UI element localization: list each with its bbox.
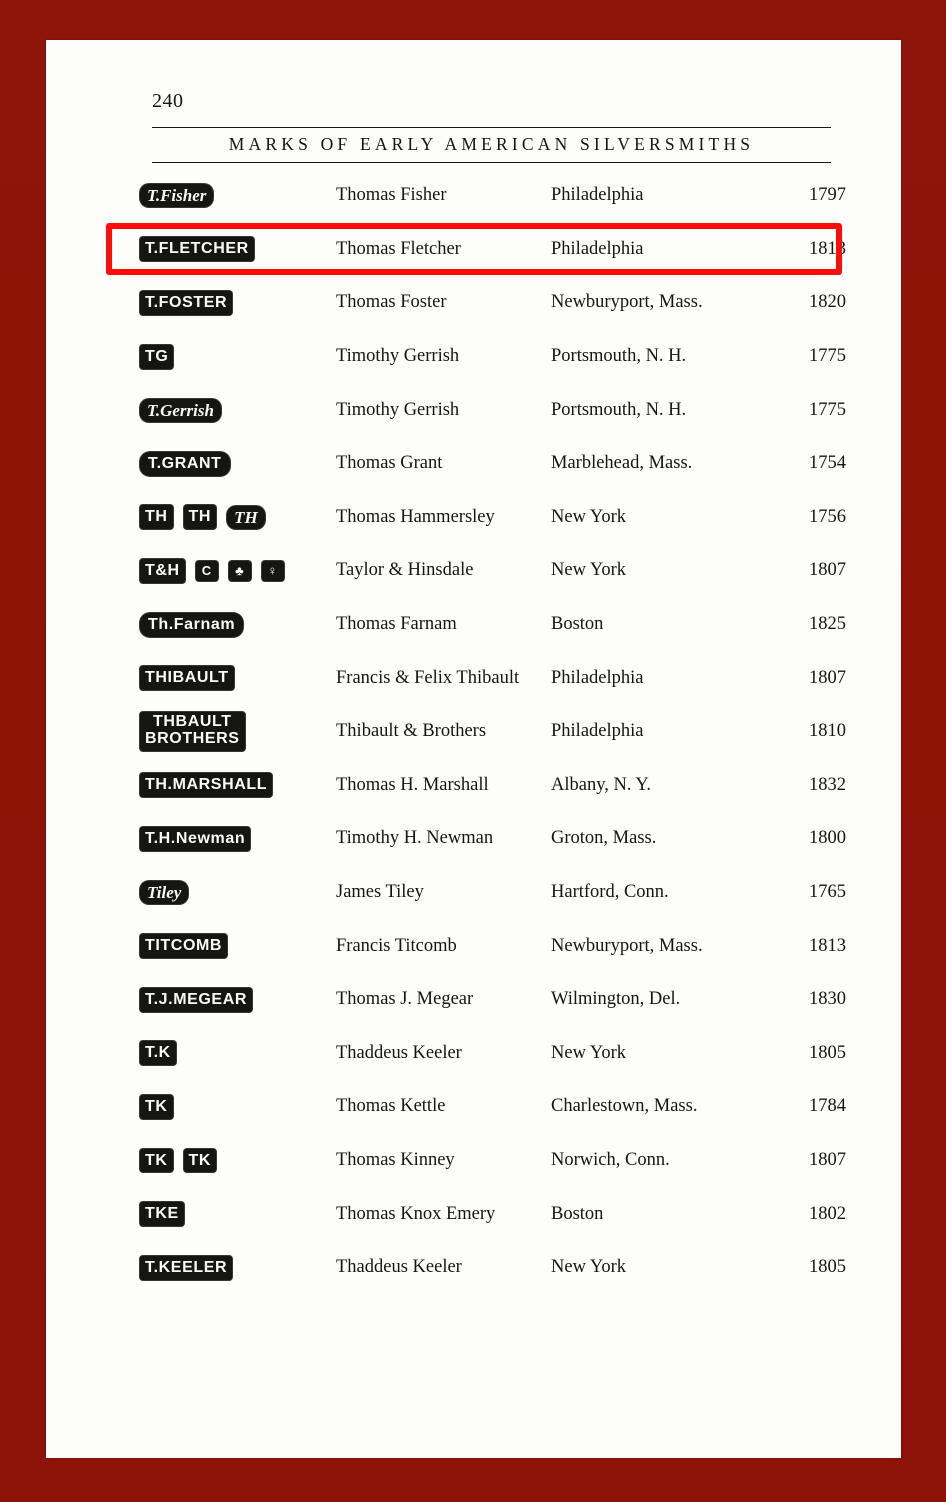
- mark-cell: [106, 345, 336, 369]
- maker-mark-stamp: Tiley: [140, 881, 188, 904]
- maker-name: Timothy Gerrish: [336, 346, 460, 367]
- book-page: [46, 40, 901, 1458]
- maker-place: Boston: [551, 614, 604, 635]
- maker-place: Charlestown, Mass.: [551, 1096, 698, 1117]
- maker-mark-stamp: THBAULT BROTHERS: [140, 712, 245, 751]
- maker-date: 1800: [809, 828, 846, 849]
- maker-place: Marblehead, Mass.: [551, 453, 693, 474]
- table-row: [106, 651, 846, 705]
- mark-cell: [106, 237, 336, 261]
- maker-name: Thomas Hammersley: [336, 506, 495, 527]
- mark-cell: [106, 712, 336, 751]
- maker-place: Philadelphia: [551, 721, 644, 742]
- maker-name: Thomas Kettle: [336, 1096, 446, 1117]
- maker-mark-stamp: THIBAULT: [140, 666, 234, 690]
- maker-date: 1830: [809, 989, 846, 1010]
- maker-name: Thibault & Brothers: [336, 721, 487, 742]
- maker-place: Philadelphia: [551, 238, 644, 259]
- maker-date: 1775: [809, 346, 846, 367]
- maker-mark-stamp: T&H: [140, 559, 185, 583]
- maker-name: Thomas H. Marshall: [336, 774, 489, 795]
- maker-mark-stamp: T.H.Newman: [140, 827, 250, 851]
- maker-name: Thomas Kinney: [336, 1149, 455, 1170]
- table-row: [106, 330, 846, 384]
- maker-place: Newburyport, Mass.: [551, 292, 703, 313]
- maker-date: 1813: [809, 935, 846, 956]
- maker-name: Thomas J. Megear: [336, 989, 474, 1010]
- maker-name: Francis & Felix Thibault: [336, 667, 520, 688]
- table-row: [106, 1187, 846, 1241]
- table-row: [106, 1241, 846, 1295]
- page-number: 240: [152, 90, 184, 112]
- mark-cell: [106, 613, 336, 637]
- table-row: [106, 919, 846, 973]
- mark-cell: [106, 666, 336, 690]
- page-content: [106, 90, 846, 1294]
- table-row: [106, 383, 846, 437]
- maker-place: New York: [551, 560, 627, 581]
- header-rule-bottom: [152, 162, 831, 163]
- table-row: [106, 276, 846, 330]
- maker-mark-stamp: Th.Farnam: [140, 613, 243, 637]
- mark-cell: [106, 827, 336, 851]
- maker-date: 1802: [809, 1203, 846, 1224]
- maker-name: Francis Titcomb: [336, 935, 457, 956]
- maker-name: Thomas Knox Emery: [336, 1203, 496, 1224]
- running-head: MARKS OF EARLY AMERICAN SILVERSMITHS: [228, 134, 755, 154]
- maker-date: 1832: [809, 774, 846, 795]
- table-row: [106, 223, 846, 277]
- table-row: [106, 169, 846, 223]
- maker-date: 1807: [809, 667, 846, 688]
- maker-place: Norwich, Conn.: [551, 1149, 670, 1170]
- maker-mark-stamp: T.Gerrish: [140, 399, 221, 422]
- table-row: [106, 812, 846, 866]
- maker-name: Thomas Farnam: [336, 614, 457, 635]
- mark-cell: [106, 1095, 336, 1119]
- maker-mark-stamp: TK: [140, 1149, 173, 1173]
- maker-place: Boston: [551, 1203, 604, 1224]
- maker-name: James Tiley: [336, 882, 424, 903]
- maker-mark-stamp: TH: [140, 505, 173, 529]
- table-row: [106, 973, 846, 1027]
- maker-name: Thomas Fisher: [336, 185, 447, 206]
- maker-name: Thomas Grant: [336, 453, 443, 474]
- maker-mark-stamp: T.J.MEGEAR: [140, 988, 252, 1012]
- maker-name: Thaddeus Keeler: [336, 1042, 462, 1063]
- maker-place: Portsmouth, N. H.: [551, 346, 687, 367]
- mark-cell: [106, 452, 336, 476]
- table-row: [106, 866, 846, 920]
- maker-mark-stamp: ♣: [229, 561, 251, 582]
- mark-cell: [106, 773, 336, 797]
- maker-mark-stamp: TK: [184, 1149, 217, 1173]
- table-row: [106, 705, 846, 759]
- mark-cell: [106, 399, 336, 422]
- maker-mark-stamp: TITCOMB: [140, 934, 227, 958]
- table-row: [106, 1134, 846, 1188]
- table-row: [106, 437, 846, 491]
- maker-date: 1805: [809, 1042, 846, 1063]
- table-row: [106, 1080, 846, 1134]
- maker-mark-stamp: TK: [140, 1095, 173, 1119]
- mark-cell: [106, 559, 336, 583]
- mark-cell: [106, 291, 336, 315]
- maker-place: New York: [551, 1257, 627, 1278]
- silversmith-marks-table: [106, 169, 846, 1294]
- table-row: [106, 1027, 846, 1081]
- mark-cell: [106, 1256, 336, 1280]
- mark-cell: [106, 1041, 336, 1065]
- maker-date: 1797: [809, 185, 846, 206]
- table-row: [106, 544, 846, 598]
- maker-place: New York: [551, 506, 627, 527]
- maker-place: Philadelphia: [551, 185, 644, 206]
- maker-date: 1810: [809, 721, 846, 742]
- mark-cell: [106, 988, 336, 1012]
- maker-date: 1813: [809, 238, 846, 259]
- maker-mark-stamp: T.FLETCHER: [140, 237, 254, 261]
- maker-mark-stamp: TKE: [140, 1202, 184, 1226]
- mark-cell: [106, 505, 336, 529]
- maker-date: 1754: [809, 453, 846, 474]
- maker-place: Hartford, Conn.: [551, 882, 669, 903]
- maker-name: Timothy Gerrish: [336, 399, 460, 420]
- maker-mark-stamp: T.Fisher: [140, 184, 213, 207]
- mark-cell: [106, 934, 336, 958]
- maker-date: 1820: [809, 292, 846, 313]
- maker-mark-stamp: T.FOSTER: [140, 291, 232, 315]
- maker-name: Thaddeus Keeler: [336, 1257, 462, 1278]
- maker-place: Newburyport, Mass.: [551, 935, 703, 956]
- maker-mark-stamp: T.K: [140, 1041, 176, 1065]
- maker-mark-stamp: T.KEELER: [140, 1256, 232, 1280]
- maker-date: 1805: [809, 1257, 846, 1278]
- maker-mark-stamp: TH: [227, 506, 265, 529]
- maker-mark-stamp: T.GRANT: [140, 452, 230, 476]
- maker-date: 1765: [809, 882, 846, 903]
- table-row: [106, 491, 846, 545]
- maker-date: 1756: [809, 506, 846, 527]
- maker-place: Portsmouth, N. H.: [551, 399, 687, 420]
- maker-mark-stamp: TH: [184, 505, 217, 529]
- maker-date: 1825: [809, 614, 846, 635]
- mark-cell: [106, 1149, 336, 1173]
- maker-place: Albany, N. Y.: [551, 774, 652, 795]
- maker-date: 1775: [809, 399, 846, 420]
- maker-name: Timothy H. Newman: [336, 828, 494, 849]
- maker-name: Thomas Fletcher: [336, 238, 461, 259]
- maker-place: Groton, Mass.: [551, 828, 657, 849]
- maker-date: 1784: [809, 1096, 846, 1117]
- maker-place: Wilmington, Del.: [551, 989, 681, 1010]
- maker-mark-stamp: TH.MARSHALL: [140, 773, 272, 797]
- maker-mark-stamp: ♀: [262, 561, 284, 582]
- mark-cell: [106, 1202, 336, 1226]
- maker-date: 1807: [809, 1149, 846, 1170]
- maker-name: Thomas Foster: [336, 292, 447, 313]
- table-row: [106, 759, 846, 813]
- maker-mark-stamp: C: [196, 561, 218, 582]
- table-row: [106, 598, 846, 652]
- maker-place: Philadelphia: [551, 667, 644, 688]
- mark-cell: [106, 881, 336, 904]
- maker-name: Taylor & Hinsdale: [336, 560, 474, 581]
- maker-date: 1807: [809, 560, 846, 581]
- mark-cell: [106, 184, 336, 207]
- maker-mark-stamp: TG: [140, 345, 173, 369]
- maker-place: New York: [551, 1042, 627, 1063]
